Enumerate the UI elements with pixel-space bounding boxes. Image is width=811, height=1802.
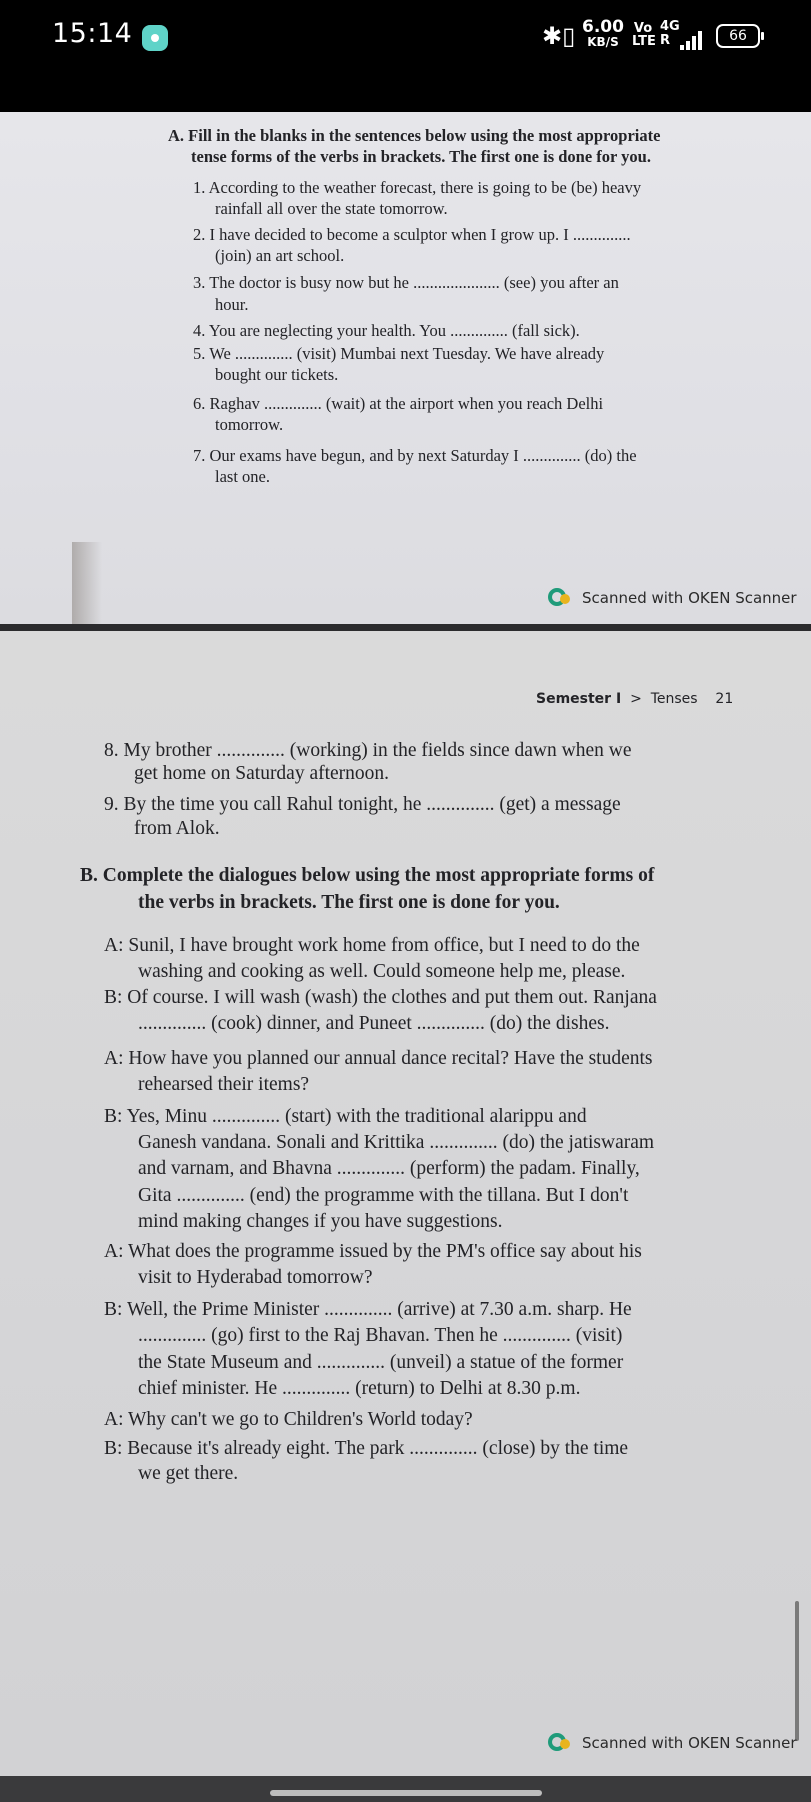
dialogue-line: B: Well, the Prime Minister .............. (arrive) at 7.30 a.m. sharp. He <box>104 1299 632 1320</box>
exercise-b-heading-2: the verbs in brackets. The first one is done for you. <box>138 892 560 913</box>
scanned-page-2 <box>0 631 811 1776</box>
item-5-line-2: bought our tickets. <box>215 365 339 384</box>
scanned-page-1 <box>0 112 811 624</box>
running-head-section: Tenses <box>650 691 698 707</box>
exercise-a-heading-2: tense forms of the verbs in brackets. The first one is done for you. <box>191 147 651 166</box>
dialogue-line: B: Of course. I will wash (wash) the clothes and put them out. Ranjana <box>104 987 657 1008</box>
scrollbar[interactable] <box>795 1601 799 1741</box>
dialogue-line: chief minister. He .............. (return) to Delhi at 8.30 p.m. <box>138 1378 581 1399</box>
signal-bars-icon <box>680 30 702 50</box>
dialogue-line: the State Museum and .............. (unveil) a statue of the former <box>138 1352 624 1373</box>
exercise-a-heading-1: A. Fill in the blanks in the sentences below using the most appropriate <box>168 126 661 145</box>
item-3-line-1: 3. The doctor is busy now but he ..................... (see) you after an <box>193 273 619 292</box>
volte-icon: Vo LTE <box>632 21 656 49</box>
dialogue-line: B: Because it's already eight. The park .............. (close) by the time <box>104 1438 629 1459</box>
item-8-line-2: get home on Saturday afternoon. <box>134 763 390 784</box>
running-head <box>536 687 733 711</box>
dialogue-line: washing and cooking as well. Could someone help me, please. <box>138 961 626 982</box>
bluetooth-icon: ✱▯ <box>542 22 576 50</box>
network-speed-unit: KB/S <box>587 35 619 49</box>
status-bar <box>0 0 811 72</box>
scanner-watermark-1 <box>548 588 797 607</box>
dialogue-line: and varnam, and Bhavna .............. (perform) the padam. Finally, <box>138 1158 640 1179</box>
item-7-line-2: last one. <box>215 467 270 486</box>
item-2-line-1: 2. I have decided to become a sculptor when I grow up. I .............. <box>193 225 631 244</box>
item-2-line-2: (join) an art school. <box>215 246 345 265</box>
exercise-b-heading-1: B. Complete the dialogues below using the most appropriate forms of <box>80 865 655 886</box>
item-1-line-2: rainfall all over the state tomorrow. <box>215 199 448 218</box>
dialogue-line: A: Why can't we go to Children's World today? <box>104 1409 473 1430</box>
item-4-line-1: 4. You are neglecting your health. You .............. (fall sick). <box>193 321 580 340</box>
running-head-semester: Semester I <box>536 691 622 707</box>
oken-scanner-dot-icon <box>560 1739 570 1749</box>
dialogue-line: .............. (cook) dinner, and Puneet .............. (do) the dishes. <box>138 1013 610 1034</box>
exercise-a <box>0 112 811 624</box>
dialogue-line: B: Yes, Minu .............. (start) with the traditional alarippu and <box>104 1106 587 1127</box>
scanner-watermark-text: Scanned with OKEN Scanner <box>582 589 797 607</box>
dialogue-line: A: How have you planned our annual dance recital? Have the students <box>104 1048 653 1069</box>
item-1-line-1: 1. According to the weather forecast, there is going to be (be) heavy <box>193 178 642 197</box>
exercise-b <box>0 631 811 1776</box>
item-8-line-1: 8. My brother .............. (working) in the fields since dawn when we <box>104 740 632 761</box>
page-number: 21 <box>715 691 734 707</box>
dialogue-line: we get there. <box>138 1463 239 1484</box>
item-6-line-1: 6. Raghav .............. (wait) at the airport when you reach Delhi <box>193 394 604 413</box>
running-head-chevron-icon: > <box>630 691 642 707</box>
scanner-watermark-2 <box>548 1733 797 1752</box>
item-6-line-2: tomorrow. <box>215 415 284 434</box>
dialogue-line: mind making changes if you have suggestions. <box>138 1211 503 1232</box>
item-5-line-1: 5. We .............. (visit) Mumbai next Tuesday. We have already <box>193 344 605 363</box>
battery-icon: 66 <box>716 24 760 48</box>
page-divider <box>0 624 811 631</box>
scanner-watermark-text: Scanned with OKEN Scanner <box>582 1734 797 1752</box>
item-9-line-1: 9. By the time you call Rahul tonight, he .............. (get) a message <box>104 794 621 815</box>
item-9-line-2: from Alok. <box>134 818 220 839</box>
home-gesture-handle[interactable] <box>270 1790 542 1796</box>
network-speed <box>582 17 624 50</box>
oken-scanner-dot-icon <box>560 594 570 604</box>
dialogue-line: Ganesh vandana. Sonali and Krittika .............. (do) the jatiswaram <box>138 1132 655 1153</box>
item-7-line-1: 7. Our exams have begun, and by next Saturday I .............. (do) the <box>193 446 637 465</box>
dialogue-line: rehearsed their items? <box>138 1074 310 1095</box>
network-speed-value: 6.00 <box>582 17 624 37</box>
dialogue-line: A: What does the programme issued by the PM's office say about his <box>104 1241 642 1262</box>
network-type-icon: 4G R <box>660 19 680 48</box>
dialogue-line: A: Sunil, I have brought work home from office, but I need to do the <box>104 935 640 956</box>
dialogue-line: Gita .............. (end) the programme with the tillana. But I don't <box>138 1185 629 1206</box>
notification-app-icon <box>142 25 168 51</box>
status-time: 15:14 <box>52 18 133 49</box>
dialogue-line: .............. (go) first to the Raj Bhavan. Then he .............. (visit) <box>138 1325 623 1346</box>
dialogue-line: visit to Hyderabad tomorrow? <box>138 1267 373 1288</box>
navigation-bar <box>0 1776 811 1802</box>
item-3-line-2: hour. <box>215 295 249 314</box>
